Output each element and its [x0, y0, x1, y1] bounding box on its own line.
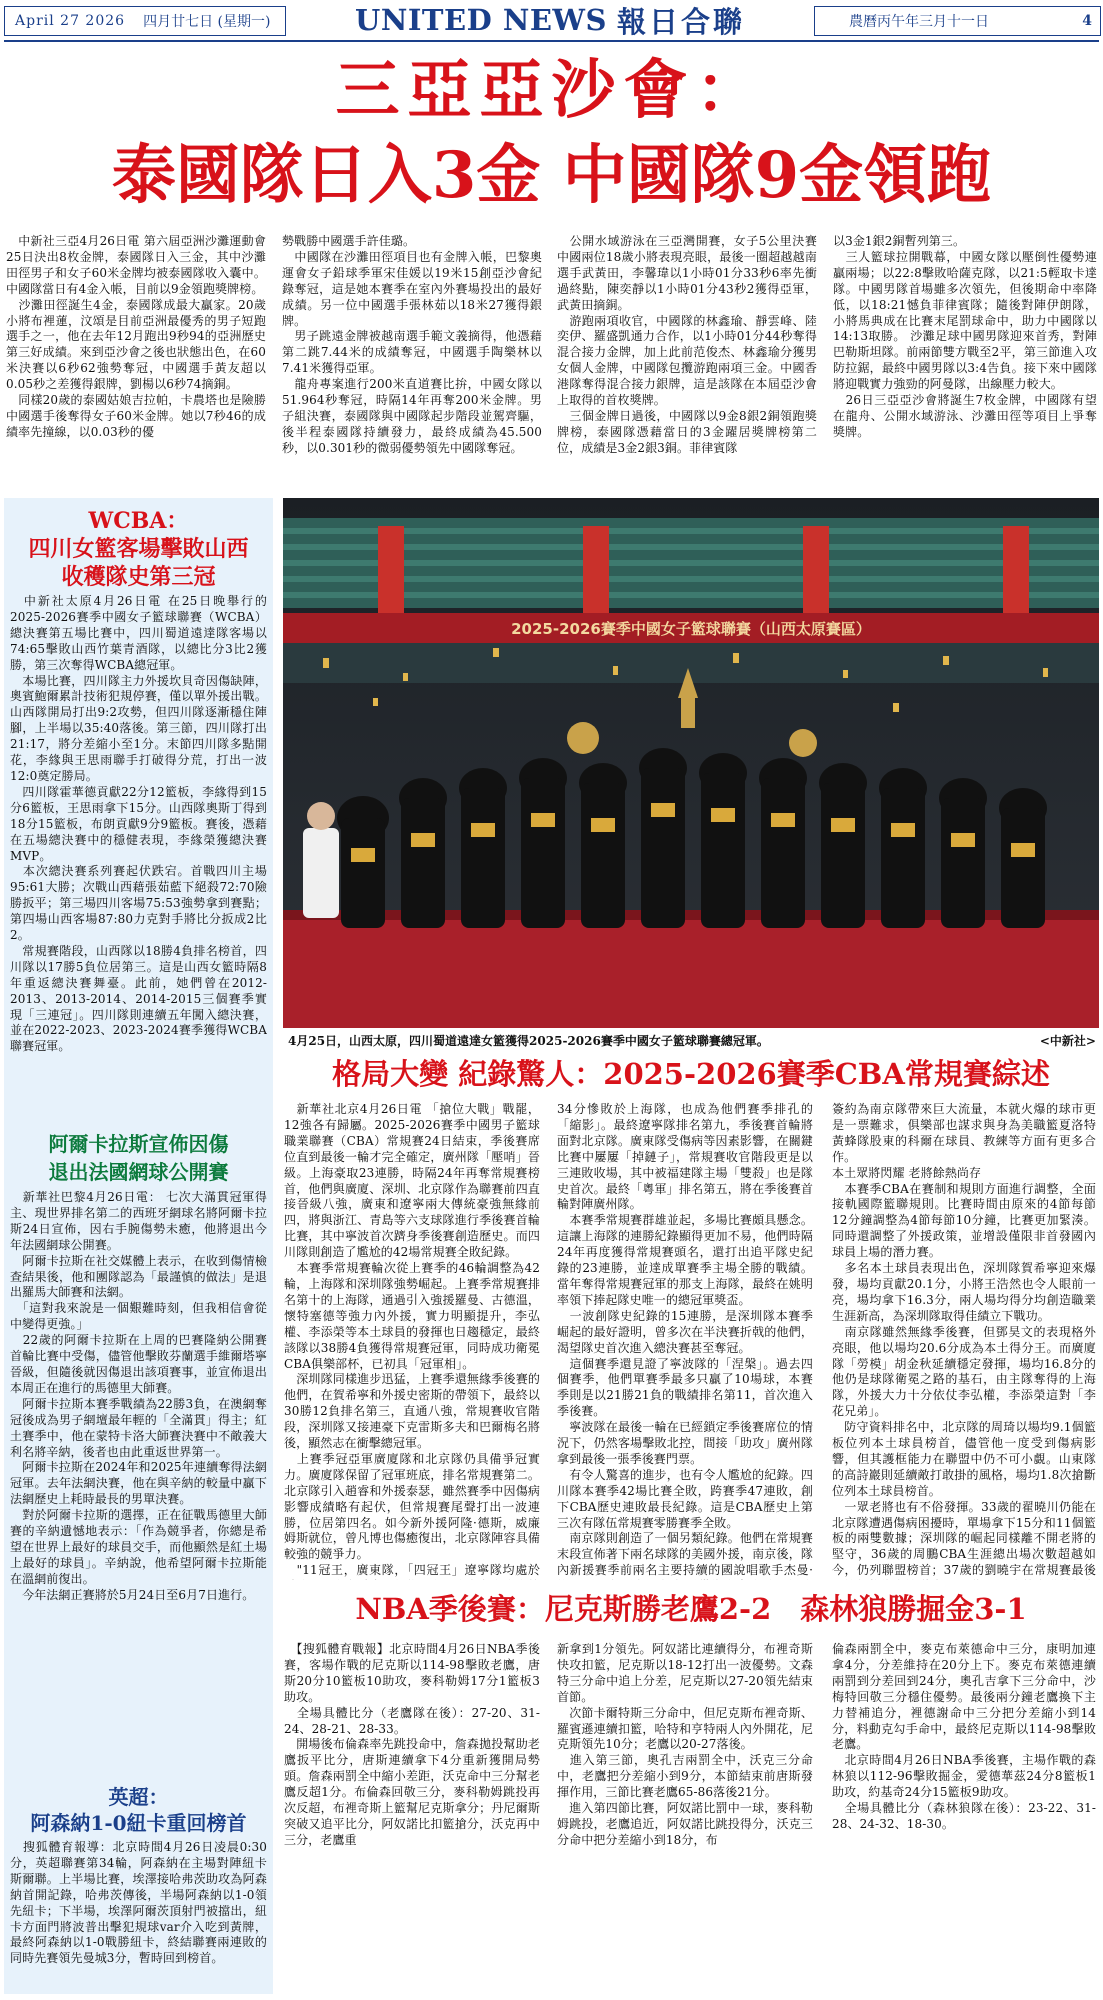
- championship-photo: [283, 498, 1099, 1028]
- cba-col-2: 34分慘敗於上海隊，也成為他們賽季排孔的「縮影」。最終遼寧隊排名第九，季後賽首輪將面對北京隊。廣東隊受傷病等因素影響，在關鍵比賽中屢屢「掉鏈子」，常規賽收官階段更是以三連敗收場，其中被福建隊主場「雙殺」也是隊史首次。最終「粵軍」排名第五，將在季後賽首輪對陣廣州隊。 本賽季常規賽群雄並起，多場比賽頗具懸念。這讓上海隊的連勝紀錄顯得更加不易，他們時隔24年再度獲得常規賽頭名，還打出追平隊史紀錄的23連勝，並達成單賽季主場全勝的戰績。當年奪得常規賽冠軍的那支上海隊，最終在姚明率領下捧起隊史唯一的總冠軍獎盃。 一波創隊史紀錄的15連勝，是深圳隊本賽季崛起的最好證明，曾多次在半決賽折戟的他們，渴望隊史首次進入總決賽甚至奪冠。 這個賽季還見證了寧波隊的「涅槃」。過去四個賽季，他們單賽季最多只贏了10場球，本賽季則是以21勝21負的戰績排名第11，首次進入季後賽。 寧波隊在最後一輪在已經鎖定季後賽席位的情況下，仍然客場擊敗北控，間接「助攻」廣州隊拿到最後一張季後賽門票。 有令人驚喜的進步，也有令人尷尬的紀錄。四川隊本賽季42場比賽全敗，跨賽季47連敗，創下CBA歷史連敗最長紀錄。這是CBA歷史上第三次有隊伍常規賽零勝賽季全敗。 南京隊則創造了一個另類紀錄。他們在常規賽末段宣佈著下兩名球隊的美國外援，南京後，隊內新援賽季前兩名主要持續的國說唱歌手杰曼·: [557, 1102, 813, 1578]
- nba-col-1: 【搜狐體育戰報】北京時間4月26日NBA季後賽，客場作戰的尼克斯以114-98擊敗老鷹，唐斯20分10籃板10助攻，麥科勒姆17分1籃板3助攻。 全場具體比分（老鷹隊在後）：27-20、31-24、28-21、28-33。 開場後布倫森率先跳投命中，詹森拋投幫助老鷹扳平比分，唐斯連續拿下4分重新獲開局勢頭。詹森兩罰全中縮小差距，沃克命中三分幫老鷹反超1分。布倫森回敬三分，麥科勒姆跳投再次反超，布裡奇斯上籃幫尼克斯拿分；丹尼爾斯突破又追平比分，阿奴諾比扣籃搶分，沃克再中三分，老鷹重: [284, 1642, 540, 1847]
- wcba-headline-1: 四川女籃客場擊敗山西: [28, 536, 249, 562]
- masthead-title-zh: 報日合聯: [616, 4, 745, 39]
- masthead-page-number: 4: [1082, 13, 1092, 29]
- arsenal-body: 搜狐體育報導：北京時間4月26日凌晨0:30分，英超聯賽第34輪，阿森納在主場對陣紐卡斯爾聯。上半場比賽，埃澤接哈弗茨助攻為阿森納首開記錄，哈弗茨傳後，半場阿森納以1-0領先紐卡；下半場，埃澤阿爾茨頂射門被擋出，紐卡方面門將波普出擊犯規球var介入吃到黃牌，最終阿森納以1-0戰勝紐卡，終結聯賽兩連敗的同時先賽領先曼城3分，暫時回到榜首。: [10, 1840, 267, 1966]
- cba-col-3: 簽約為南京隊帶來巨大流量，本就火爆的球市更是一票難求，俱樂部也謀求與身為美職籃夏洛特黃蜂隊股東的科爾在球員、教練等方面有更多合作。 本土眾將閃耀 老將餘熱尚存 本賽季CBA在賽制和規則方面進行調整，全面接軌國際籃聯規則。比賽時間由原來的4節每節12分鐘調整為4節每節10分鐘，比賽更加緊湊。同時還調整了外援政策，並增設僅限非首發國內球員上場的潛力賽。 多名本土球員表現出色，深圳隊賀希寧迎來爆發，場均貢獻20.1分，小將王浩然也令人眼前一亮，場均拿下16.3分，兩人場均得分均創造職業生涯新高，為深圳隊取得佳績立下戰功。 南京隊雖然無緣季後賽，但鄧昊文的表現格外亮眼，他以場均20.6分成為本土得分王。而廣廈隊「勞模」胡金秋延續穩定發揮，場均16.8分的他仍是球隊衛冕之路的基石，由主隊奪得的上海隊，外援大力十分依仗李弘權，李添榮這對「李花兄弟」。 防守資料排名中，北京隊的周琦以場均9.1個籃板位列本土球員榜首，儘管他一度受到傷病影響，但其護框能力在聯盟中仍不可小覷。山東隊的高詩巖則延續敵打敢掛的風格，場均1.8次搶斷位列本土球員榜首。 一眾老將也有不俗發揮。33歲的翟曉川仍能在北京隊遭遇傷病困擾時，單場拿下15分和11個籃板的兩雙數據；深圳隊的崛起同樣離不開老將的堅守，36歲的周鵬CBA生涯總出場次數超越如今，仍列聯盟榜首；37歲的劉曉宇在常規賽最後: [832, 1102, 1096, 1578]
- cba-headline: 格局大變 紀錄驚人：2025-2026賽季CBA常規賽綜述: [332, 1057, 1050, 1091]
- masthead-rule: [4, 40, 1099, 42]
- headline-line-2: 泰國隊日入3金 中國隊9金領跑: [111, 138, 992, 213]
- tennis-body: 新華社巴黎4月26日電： 七次大滿貫冠軍得主、現世界排名第二的西班牙網球名將阿爾卡拉斯24日宣佈，因右手腕傷勢未癒，他將退出今年法國網球公開賽。 阿爾卡拉斯在社交媒體上表示，在收到傷情檢查結果後，他和團隊認為「最謹慎的做法」是退出羅馬大師賽和法網。 「這對我來說是一個艱難時刻，但我相信會從中變得更強。」 22歲的阿爾卡拉斯在上周的巴賽隆納公開賽首輪比賽中受傷，儘管他擊敗芬蘭選手維爾塔寧晉級，但隨後就因傷退出該項賽事，並宣佈退出本周正在進行的馬德里大師賽。 阿爾卡拉斯本賽季戰績為22勝3負，在澳網奪冠後成為男子網壇最年輕的「全滿貫」得主；紅土賽季中，他在蒙特卡洛大師賽決賽中不敵義大利名將辛納，後者也由此重返世界第一。 阿爾卡拉斯在2024年和2025年連續奪得法網冠軍。去年法網決賽，他在與辛納的較量中贏下法網歷史上耗時最長的男單決賽。 對於阿爾卡拉斯的選擇，正在征戰馬德里大師賽的辛納遺憾地表示：「作為競爭者，你總是希望在世界上最好的球員交手，而他顯然是紅土場上最好的球員」。辛納說，他希望阿爾卡拉斯能在溫網前復出。 今年法網正賽將於5月24日至6月7日進行。: [10, 1190, 267, 1602]
- nba-headline: NBA季後賽：尼克斯勝老鷹2-2 森林狼勝掘金3-1: [355, 1592, 1027, 1626]
- top-story-col-1: 中新社三亞4月26日電 第六屆亞洲沙灘運動會25日決出8枚金牌，泰國隊日入三金，其中沙灘田徑男子和女子60米金牌均被泰國隊收入囊中。中國隊當日有4金入帳，目前以9金領跑獎牌榜。 沙灘田徑誕生4金，泰國隊成最大贏家。20歲小將布裡蓮，汶頌是目前亞洲最優秀的男子短跑選手之一，他在去年12月跑出9秒94的亞洲歷史第三好成績。來到亞沙會之後也狀態出色，在60米決賽以6秒62強勢奪冠，中國選手黃友超以0.05秒之差獲得銀牌，劉楊以6秒74摘銅。 同樣20歲的泰國姑娘吉拉帕，卡農塔也是險勝中國選手後奪得女子60米金牌。她以7秒46的成績率先撞線，以0.03秒的優: [6, 234, 266, 439]
- tennis-headline-2: 退出法國網球公開賽: [48, 1160, 229, 1184]
- masthead-title-en: UNITED NEWS: [355, 3, 607, 37]
- masthead-weekday: 四月廿七日 (星期一): [143, 14, 271, 30]
- photo-caption: 4月25日，山西太原，四川蜀道遠達女籃獲得2025-2026賽季中國女子籃球聯賽總冠軍。: [288, 1034, 769, 1048]
- tennis-headline-1: 阿爾卡拉斯宣佈因傷: [48, 1132, 229, 1156]
- nba-col-3: 倫森兩罰全中，麥克布萊德命中三分，康明加連拿4分，分差維持在20分上下。麥克布萊德連續兩罰到分差回到24分，奧孔吉拿下三分命中，沙梅特回敬三分穩住優勢。最後兩分鐘老鷹換下主力替補追分，裡德謝命中三分把分差縮小到14分，料動克勾手命中，最終尼克斯以114-98擊敗老鷹。 北京時間4月26日NBA季後賽，主場作戰的森林狼以112-96擊敗掘金，愛德華茲24分8籃板1助攻，約基奇24分15籃板9助攻。 全場具體比分（森林狼隊在後）：23-22、31-28、24-32、18-30。: [832, 1642, 1096, 1831]
- wcba-kicker: WCBA：: [88, 508, 189, 534]
- nba-col-2: 新拿到1分領先。阿奴諾比連續得分，布裡奇斯快攻扣籃，尼克斯以18-12打出一波優勢。文森特三分命中追上分差，尼克斯以27-20領先結束首節。 次節卡爾特斯三分命中，但尼克斯布裡奇斯、羅賓遜連續扣籃，哈特和亨特兩人內外開花，尼克斯領先10分；老鷹以20-27落後。 進入第三節，奧孔吉兩罰全中，沃克三分命中，老鷹把分差縮小到9分，本節結束前唐斯發揮作用，三節比賽老鷹65-86落後21分。 進入第四節比賽，阿奴諾比罰中一球，麥科勒姆跳投，老鷹追近，阿奴諾比跳投得分，沃克三分命中把分差縮小到18分，布: [557, 1642, 813, 1847]
- arsenal-headline: 阿森納1-0紐卡重回榜首: [30, 1811, 247, 1835]
- top-story-col-2: 勢戰勝中國選手許佳璐。 中國隊在沙灘田徑項目也有金牌入帳，巴黎奧運會女子鉛球季軍宋佳媛以19米15創亞沙會紀錄奪冠，這是她本賽季在室內外賽場投出的最好成績。另一位中國選手張林茹以18米27獲得銀牌。 男子跳遠金牌被越南選手範文義摘得，他憑藉第二跳7.44米的成績奪冠，中國選手陶樂林以7.41米獲得亞軍。 龍舟專案進行200米直道賽比拚，中國女隊以51.964秒奪冠，時隔14年再奪200米金牌。男子組決賽，泰國隊與中國隊起步階段並駕齊驅，後半程泰國隊持續發力，最終成績為45.500秒，以0.301秒的微弱優勢領先中國隊奪冠。: [282, 234, 542, 455]
- photo-banner-text: 2025-2026賽季中國女子籃球聯賽（山西太原賽區）: [511, 620, 871, 638]
- masthead-title: [300, 2, 800, 38]
- wcba-body: 中新社太原4月26日電 在25日晚舉行的2025-2026賽季中國女子籃球聯賽（WCBA）總決賽第五場比賽中，四川蜀道遠達隊客場以74:65擊敗山西竹葉青酒隊，以總比分3比2獲勝，第三次奪得WCBA總冠軍。 本場比賽，四川隊主力外援坎貝奇因傷缺陣，奧賓鮑爾累計技術犯規停賽，僅以單外援出戰。山西隊開局打出9:2攻勢，但四川隊逐漸穩住陣腳，上半場以35:40落後。第三節，四川隊打出21:17，將分差縮小至1分。末節四川隊多點開花，李緣與王思雨聯手打破得分荒，打出一波12:0奠定勝局。 四川隊霍華德貢獻22分12籃板，李緣得到15分6籃板，王思雨拿下15分。山西隊奧斯丁得到18分15籃板，布朗貢獻9分9籃板。賽後，憑藉在五場總決賽中的穩健表現，李緣榮獲總決賽MVP。 本次總決賽系列賽起伏跌宕。首戰四川主場95:61大勝；次戰山西藉張茹藍下絕殺72:70險勝扳平；第三場四川客場75:53強勢拿到賽點；第四場山西客場87:80力克對手將比分扳成2比2。 常規賽階段，山西隊以18勝4負排名榜首，四川隊以17勝5負位居第三。這是山西女籃時隔8年重返總決賽舞臺。此前，她們曾在2012-2013、2013-2014、2014-2015三個賽季實現「三連冠」。四川隊則連續五年闖入總決賽，並在2022-2023、2023-2024賽季獲得WCBA聯賽冠軍。: [10, 594, 267, 1054]
- cba-col-1: 新華社北京4月26日電 「搶位大戰」戰罷，12強各有歸屬。2025-2026賽季中國男子籃球職業聯賽（CBA）常規賽24日結束，季後賽席位直到最後一輪才完全確定，廣州隊「壓哨」晉級。上海豪取23連勝，時隔24年再奪常規賽榜首，他們與廣廈、深圳、北京隊作為聯賽前四直接晉級八強，廣東和遼寧兩大傳統豪強無緣前四，將與浙江、青島等六支球隊進行季後賽首輪比賽，其中寧波首次躋身季後賽創造歷史。而四川隊則創造了尷尬的42場常規賽全敗紀錄。 本賽季常規賽輪次從上賽季的46輪調整為42輪，上海隊和深圳隊強勢崛起。上賽季常規賽排名第十的上海隊，通過引入強援羅曼、古德溫，懷特塞德等強力內外援，實力明顯提升，李弘權、李添榮等本土球員的發揮也日趨穩定，最終該隊以38勝4負獲得常規賽冠軍，同時成功衛冕CBA俱樂部杯，已初具「冠軍相」。 深圳隊同樣進步迅猛，上賽季還無緣季後賽的他們，在賀希寧和外援史密斯的帶領下，最終以30勝12負排名第三，直通八強，常規賽收官階段，深圳隊又接連豪下克雷斯多夫和巴爾梅名將後，顯然志在衝擊總冠軍。 上賽季冠亞軍廣廈隊和北京隊仍具備爭冠實力。廣廈隊保留了冠軍班底，排名常規賽第二。北京隊引入趙睿和外援泰瑟，雖然賽季中因傷病影響成績略有起伏，但常規賽尾聲打出一波連勝，位居第四名。如今新外援阿隆·德斯，威廉姆斯就位，曾凡博也傷癒復出，北京隊陣容具備較強的競爭力。 "11冠王，廣東隊，「四冠王」遼寧隊均處於: [284, 1102, 540, 1578]
- wcba-headline-2: 收穫隊史第三冠: [61, 564, 216, 590]
- masthead-date-box: [4, 6, 286, 36]
- masthead-date: April 27 2026: [15, 13, 126, 29]
- photo-credit: <中新社>: [1039, 1034, 1096, 1048]
- masthead-lunar-box: [814, 6, 1101, 36]
- top-story-col-4: 以3金1銀2銅暫列第三。 三人籃球拉開戰幕，中國女隊以壓倒性優勢連贏兩場；以22:8擊敗哈薩克隊，以21:5輕取卡達隊。中國男隊首場雖多次領先，但後期命中率降低，以18:21憾負菲律賓隊；隨後對陣伊朗隊，小將馬典成在比賽末尾罰球命中，助力中國隊以14:13取勝。 沙灘足球中國男隊迎來首秀，對陣巴勒斯坦隊。前兩節雙方戰至2平，第三節進入攻防拉鋸，最終中國男隊以3:4告負。接下來中國隊將迎戰實力強勁的阿曼隊，出線壓力較大。 26日三亞亞沙會將誕生7枚金牌，中國隊有望在龍舟、公開水域游泳、沙灘田徑等項目上爭奪獎牌。: [833, 234, 1097, 439]
- top-story-col-3: 公開水域游泳在三亞灣開賽，女子5公里決賽中國兩位18歲小將表現亮眼，最後一圈超越越南選手武黃田，李馨瑋以1小時01分33秒6率先衝過終點，陳奕靜以1小時01分43秒2獲得亞軍，武黃田摘銅。 游跑兩項收官，中國隊的林鑫瑜、靜雲峰、陸奕伊、羅盛凱通力合作，以1小時01分44秒奪得混合接力金牌，加上此前范俊杰、林鑫瑜分獲男女個人金牌，中國隊包攬游跑兩項三金。中國香港隊奪得混合接力銀牌，這是該隊在本屆亞沙會上取得的首枚獎牌。 三個金牌日過後，中國隊以9金8銀2銅領跑獎牌榜，泰國隊憑藉當日的3金躍居獎牌榜第二位，成績是3金2銀3銅。菲律賓隊: [557, 234, 817, 455]
- championship-photo-image: [283, 498, 1099, 1028]
- headline-line-1: 三亞亞沙會：: [335, 53, 768, 128]
- arsenal-kicker: 英超：: [108, 1785, 169, 1809]
- masthead-lunar-date: 農曆丙午年三月十一日: [849, 14, 989, 30]
